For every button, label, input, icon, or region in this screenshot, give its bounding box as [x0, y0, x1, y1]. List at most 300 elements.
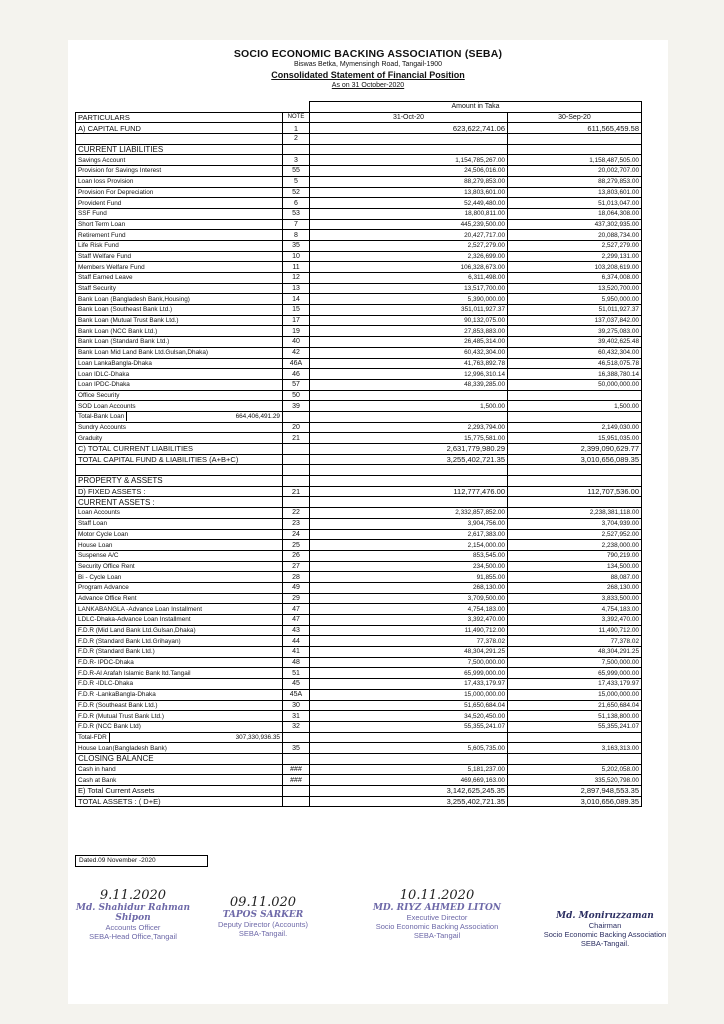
row-note: 44 [283, 636, 310, 647]
row-particular: Staff Welfare Fund [76, 251, 283, 262]
table-row [76, 176, 642, 187]
table-row [76, 711, 642, 722]
row-particular: TOTAL CAPITAL FUND & LIABILITIES (A+B+C) [76, 454, 283, 465]
row-note: 24 [283, 529, 310, 540]
row-particular: TOTAL ASSETS : ( D+E) [76, 796, 283, 807]
row-amount-current: 445,239,500.00 [310, 219, 508, 230]
row-note: 35 [283, 240, 310, 251]
row-amount-previous: 51,013,047.00 [508, 198, 642, 209]
row-amount-previous: 13,803,601.00 [508, 187, 642, 198]
row-particular: CURRENT LIABILITIES [76, 144, 283, 155]
table-row [76, 647, 642, 658]
row-particular: Cash at Bank [76, 775, 283, 786]
table-row [76, 369, 642, 380]
subtotal-label: Total-FDR [78, 733, 110, 742]
table-row [76, 230, 642, 241]
row-amount-previous: 2,527,279.00 [508, 240, 642, 251]
row-amount-previous: 39,275,083.00 [508, 326, 642, 337]
signature-date: 09.11.020 [229, 895, 297, 910]
row-amount-previous: 2,897,948,553.35 [508, 786, 642, 797]
row-note: 57 [283, 379, 310, 390]
table-row [76, 540, 642, 551]
row-amount-current: 2,154,000.00 [310, 540, 508, 551]
row-amount-current: 6,311,498.00 [310, 273, 508, 284]
row-amount-current: 351,011,927.37 [310, 305, 508, 316]
row-note: 55 [283, 166, 310, 177]
financial-position-table [75, 101, 642, 807]
row-particular: LANKABANGLA -Advance Loan Installment [76, 604, 283, 615]
signatory-org: Socio Economic Backing Association [543, 930, 667, 939]
row-particular: Security Office Rent [76, 561, 283, 572]
row-amount-previous: 335,520,798.00 [508, 775, 642, 786]
row-note: 21 [283, 486, 310, 497]
signatory-title: Accounts Officer [105, 923, 161, 932]
row-note: ### [283, 764, 310, 775]
row-amount-previous: 3,010,656,089.35 [508, 454, 642, 465]
row-amount-previous: 88,279,853.00 [508, 176, 642, 187]
row-amount-previous [508, 753, 642, 764]
table-row [76, 379, 642, 390]
row-note: 29 [283, 593, 310, 604]
row-particular: Bi - Cycle Loan [76, 572, 283, 583]
row-amount-current: 12,996,310.14 [310, 369, 508, 380]
table-row [76, 668, 642, 679]
row-note: 46 [283, 369, 310, 380]
table-row [76, 251, 642, 262]
row-amount-previous: 77,378.02 [508, 636, 642, 647]
row-amount-previous: 103,208,619.00 [508, 262, 642, 273]
table-row [76, 390, 642, 401]
row-particular: Loan IPDC-Dhaka [76, 379, 283, 390]
row-amount-current: 18,800,811.00 [310, 208, 508, 219]
row-amount-current [310, 753, 508, 764]
row-amount-current: 11,490,712.00 [310, 625, 508, 636]
table-row [76, 625, 642, 636]
row-amount-current: 2,293,794.00 [310, 422, 508, 433]
table-row [76, 615, 642, 626]
row-amount-previous: 611,565,459.58 [508, 123, 642, 134]
table-row [76, 582, 642, 593]
row-note: 23 [283, 518, 310, 529]
row-note: 11 [283, 262, 310, 273]
table-row [76, 326, 642, 337]
row-amount-previous: 51,011,927.37 [508, 305, 642, 316]
signature-date: 9.11.2020 [99, 888, 167, 903]
table-row [76, 518, 642, 529]
row-amount-current: 3,255,402,721.35 [310, 454, 508, 465]
row-note: 43 [283, 625, 310, 636]
dated-box: Dated.09 November -2020 [75, 855, 208, 867]
row-amount-previous [508, 476, 642, 487]
row-note: 13 [283, 283, 310, 294]
row-amount-current [310, 476, 508, 487]
row-amount-previous [508, 411, 642, 422]
row-note: 47 [283, 604, 310, 615]
row-amount-previous [508, 465, 642, 476]
row-amount-previous: 20,002,707.00 [508, 166, 642, 177]
table-row [76, 454, 642, 465]
row-amount-previous: 3,704,939.00 [508, 518, 642, 529]
row-particular [76, 732, 283, 743]
row-amount-current: 7,500,000.00 [310, 657, 508, 668]
table-row [76, 262, 642, 273]
row-amount-previous: 21,650,684.04 [508, 700, 642, 711]
row-amount-current: 1,154,785,267.00 [310, 155, 508, 166]
row-amount-current: 41,763,892.78 [310, 358, 508, 369]
table-row [76, 508, 642, 519]
row-particular: CLOSING BALANCE [76, 753, 283, 764]
row-amount-previous: 51,138,800.00 [508, 711, 642, 722]
row-amount-previous: 60,432,304.00 [508, 347, 642, 358]
table-row [76, 166, 642, 177]
org-name: SOCIO ECONOMIC BACKING ASSOCIATION (SEBA) [233, 48, 503, 60]
row-particular: F.D.R (Mid Land Bank Ltd.Gulsan,Dhaka) [76, 625, 283, 636]
row-note [283, 411, 310, 422]
row-amount-previous: 2,149,030.00 [508, 422, 642, 433]
row-particular: C) TOTAL CURRENT LIABILITIES [76, 444, 283, 455]
row-note: 47 [283, 615, 310, 626]
row-amount-current [310, 390, 508, 401]
row-amount-previous: 3,010,656,089.35 [508, 796, 642, 807]
row-note [283, 144, 310, 155]
row-note: 19 [283, 326, 310, 337]
row-particular: Loan Accounts [76, 508, 283, 519]
signatory-name: TAPOS SARKER [222, 910, 304, 920]
table-row [76, 305, 642, 316]
table-row [76, 273, 642, 284]
table-row [76, 476, 642, 487]
row-amount-current: 65,999,000.00 [310, 668, 508, 679]
row-amount-current: 24,506,016.00 [310, 166, 508, 177]
table-row [76, 529, 642, 540]
row-note: 10 [283, 251, 310, 262]
signature-2 [198, 895, 328, 938]
row-amount-previous: 5,202,058.00 [508, 764, 642, 775]
row-amount-previous: 11,490,712.00 [508, 625, 642, 636]
row-note [283, 796, 310, 807]
row-note: 3 [283, 155, 310, 166]
table-row [76, 636, 642, 647]
table-row [76, 657, 642, 668]
row-particular: House Loan(Bangladesh Bank) [76, 743, 283, 754]
row-amount-previous: 1,158,487,505.00 [508, 155, 642, 166]
subtotal-label: Total-Bank Loan [78, 412, 127, 421]
table-row [76, 775, 642, 786]
table-row [76, 155, 642, 166]
table-row [76, 358, 642, 369]
row-amount-current: 90,132,075.00 [310, 315, 508, 326]
row-amount-previous: 2,299,131.00 [508, 251, 642, 262]
row-note: 8 [283, 230, 310, 241]
row-amount-current: 60,432,304.00 [310, 347, 508, 358]
row-amount-current: 3,392,470.00 [310, 615, 508, 626]
row-particular: F.D.R- IPDC-Dhaka [76, 657, 283, 668]
row-note: 17 [283, 315, 310, 326]
table-row [76, 208, 642, 219]
row-note: 35 [283, 743, 310, 754]
row-note: 25 [283, 540, 310, 551]
row-amount-previous: 134,500.00 [508, 561, 642, 572]
row-amount-current: 2,332,857,852.00 [310, 508, 508, 519]
table-row [76, 743, 642, 754]
row-amount-previous [508, 497, 642, 508]
column-header-row [76, 112, 642, 123]
row-particular: Bank Loan (Mutual Trust Bank Ltd.) [76, 315, 283, 326]
row-note: 21 [283, 433, 310, 444]
row-amount-previous: 2,527,952.00 [508, 529, 642, 540]
row-note: 28 [283, 572, 310, 583]
table-row [76, 604, 642, 615]
row-note: 40 [283, 337, 310, 348]
signatory-name: Md. Moniruzzaman [556, 911, 654, 921]
row-particular: Staff Earned Leave [76, 273, 283, 284]
row-note [283, 753, 310, 764]
table-row [76, 187, 642, 198]
row-note [283, 444, 310, 455]
table-row [76, 198, 642, 209]
row-particular: Retirement Fund [76, 230, 283, 241]
row-amount-previous: 3,392,470.00 [508, 615, 642, 626]
row-particular [76, 134, 283, 145]
row-particular: Office Security [76, 390, 283, 401]
row-particular: F.D.R (Standard Bank Ltd.Grihayan) [76, 636, 283, 647]
row-amount-current: 106,328,673.00 [310, 262, 508, 273]
row-particular: SOD Loan Accounts [76, 401, 283, 412]
row-particular: LDLC-Dhaka-Advance Loan Installment [76, 615, 283, 626]
row-amount-current: 5,181,237.00 [310, 764, 508, 775]
row-amount-current: 55,355,241.07 [310, 721, 508, 732]
row-note: 32 [283, 721, 310, 732]
row-amount-previous: 20,088,734.00 [508, 230, 642, 241]
row-particular: Provident Fund [76, 198, 283, 209]
note-header: NOTE [283, 112, 310, 123]
row-particular: F.D.R (NCC Bank Ltd) [76, 721, 283, 732]
row-note: 51 [283, 668, 310, 679]
row-note: 41 [283, 647, 310, 658]
row-particular: Loan loss Provision [76, 176, 283, 187]
row-amount-current: 234,500.00 [310, 561, 508, 572]
signatory-title: Chairman [588, 921, 622, 930]
row-amount-previous: 2,238,381,118.00 [508, 508, 642, 519]
row-note: 26 [283, 550, 310, 561]
row-amount-previous: 137,037,842.00 [508, 315, 642, 326]
row-particular: Bank Loan (Bangladesh Bank,Housing) [76, 294, 283, 305]
row-amount-previous: 46,518,075.78 [508, 358, 642, 369]
row-particular: Bank Loan Mid Land Bank Ltd.Gulsan,Dhaka) [76, 347, 283, 358]
table-row [76, 283, 642, 294]
row-particular: Bank Loan (Standard Bank Ltd.) [76, 337, 283, 348]
row-amount-previous: 437,302,935.00 [508, 219, 642, 230]
row-amount-current: 3,142,625,245.35 [310, 786, 508, 797]
row-particular: Staff Security [76, 283, 283, 294]
row-note [283, 476, 310, 487]
statement-title: Consolidated Statement of Financial Position [271, 70, 465, 80]
row-amount-previous: 15,000,000.00 [508, 689, 642, 700]
row-note: 27 [283, 561, 310, 572]
row-amount-current [310, 465, 508, 476]
row-amount-current: 5,390,000.00 [310, 294, 508, 305]
row-particular: Short Term Loan [76, 219, 283, 230]
table-row [76, 486, 642, 497]
signatory-org: SEBA-Head Office,Tangail [89, 932, 177, 941]
row-particular: F.D.R (Mutual Trust Bank Ltd.) [76, 711, 283, 722]
row-note: ### [283, 775, 310, 786]
row-note: 42 [283, 347, 310, 358]
subtotal-value: 664,406,491.29 [235, 413, 280, 421]
table-row [76, 689, 642, 700]
row-particular: Bank Loan (Southeast Bank Ltd.) [76, 305, 283, 316]
table-row [76, 240, 642, 251]
row-note: 45 [283, 679, 310, 690]
row-note: 20 [283, 422, 310, 433]
row-note: 50 [283, 390, 310, 401]
row-note [283, 786, 310, 797]
row-note: 12 [283, 273, 310, 284]
row-amount-previous: 48,304,291.25 [508, 647, 642, 658]
row-note: 53 [283, 208, 310, 219]
row-amount-current: 48,339,285.00 [310, 379, 508, 390]
row-amount-current [310, 411, 508, 422]
table-row [76, 786, 642, 797]
row-amount-current: 623,622,741.06 [310, 123, 508, 134]
row-particular: Provision For Depreciation [76, 187, 283, 198]
row-particular: Motor Cycle Loan [76, 529, 283, 540]
row-note [283, 454, 310, 465]
table-row [76, 679, 642, 690]
row-particular: A) CAPITAL FUND [76, 123, 283, 134]
row-note: 1 [283, 123, 310, 134]
row-particular: Loan LankaBangla-Dhaka [76, 358, 283, 369]
row-amount-previous: 16,388,780.14 [508, 369, 642, 380]
signatory-org-line2: SEBA-Tangail [413, 931, 461, 940]
table-row [76, 411, 642, 422]
row-particular [76, 411, 283, 422]
row-amount-previous: 88,087.00 [508, 572, 642, 583]
table-row [76, 550, 642, 561]
row-amount-current: 88,279,853.00 [310, 176, 508, 187]
row-amount-current: 3,255,402,721.35 [310, 796, 508, 807]
row-note: 14 [283, 294, 310, 305]
row-note: 31 [283, 711, 310, 722]
row-amount-current: 77,378.02 [310, 636, 508, 647]
row-particular: Sundry Accounts [76, 422, 283, 433]
as-on-date: As on 31 October-2020 [331, 82, 405, 89]
row-amount-current: 91,855.00 [310, 572, 508, 583]
row-amount-previous: 39,402,625.48 [508, 337, 642, 348]
row-particular: D) FIXED ASSETS : [76, 486, 283, 497]
row-amount-current: 2,326,699.00 [310, 251, 508, 262]
row-amount-current: 2,631,779,980.29 [310, 444, 508, 455]
row-amount-current: 3,904,756.00 [310, 518, 508, 529]
row-amount-current: 3,709,500.00 [310, 593, 508, 604]
row-particular: CURRENT ASSETS : [76, 497, 283, 508]
signatory-title: Executive Director [406, 913, 468, 922]
row-particular: PROPERTY & ASSETS [76, 476, 283, 487]
table-row [76, 732, 642, 743]
row-amount-current: 17,433,179.97 [310, 679, 508, 690]
row-amount-previous: 112,707,536.00 [508, 486, 642, 497]
row-note [283, 465, 310, 476]
row-amount-current [310, 144, 508, 155]
row-amount-previous: 17,433,179.97 [508, 679, 642, 690]
signatory-title: Deputy Director (Accounts) [217, 920, 309, 929]
row-amount-current: 15,000,000.00 [310, 689, 508, 700]
row-note: 45A [283, 689, 310, 700]
row-particular: F.D.R -IDLC-Dhaka [76, 679, 283, 690]
row-particular: Provision for Savings Interest [76, 166, 283, 177]
row-amount-previous [508, 134, 642, 145]
row-amount-previous [508, 144, 642, 155]
table-row [76, 721, 642, 732]
row-amount-current: 1,500.00 [310, 401, 508, 412]
row-note: 15 [283, 305, 310, 316]
particulars-header: PARTICULARS [76, 112, 283, 123]
row-note [283, 732, 310, 743]
signatory-org-line2: SEBA-Tangail. [580, 939, 630, 948]
row-particular: Program Advance [76, 582, 283, 593]
row-particular: Bank Loan (NCC Bank Ltd.) [76, 326, 283, 337]
row-amount-previous [508, 732, 642, 743]
row-amount-current: 26,485,314.00 [310, 337, 508, 348]
table-row [76, 465, 642, 476]
table-row [76, 497, 642, 508]
row-particular: E) Total Current Assets [76, 786, 283, 797]
row-amount-current: 34,520,450.00 [310, 711, 508, 722]
table-row [76, 433, 642, 444]
org-address: Biswas Betka, Mymensingh Road, Tangail-1900 [293, 61, 443, 68]
row-note: 46A [283, 358, 310, 369]
date1-header: 31-Oct-20 [310, 112, 508, 123]
table-row [76, 315, 642, 326]
row-note: 2 [283, 134, 310, 145]
table-row [76, 444, 642, 455]
row-amount-current: 5,605,735.00 [310, 743, 508, 754]
signature-1 [58, 888, 208, 941]
row-note: 22 [283, 508, 310, 519]
row-amount-previous: 6,374,008.00 [508, 273, 642, 284]
row-amount-current [310, 732, 508, 743]
table-row [76, 700, 642, 711]
row-note: 52 [283, 187, 310, 198]
row-amount-current: 112,777,476.00 [310, 486, 508, 497]
row-amount-current: 853,545.00 [310, 550, 508, 561]
date2-header: 30-Sep-20 [508, 112, 642, 123]
row-particular: Members Welfare Fund [76, 262, 283, 273]
signature-4 [530, 893, 680, 948]
row-amount-current: 20,427,717.00 [310, 230, 508, 241]
table-row [76, 796, 642, 807]
row-particular: Suspense A/C [76, 550, 283, 561]
row-amount-previous: 50,000,000.00 [508, 379, 642, 390]
row-particular: Cash in hand [76, 764, 283, 775]
amount-in-taka: Amount in Taka [310, 102, 642, 113]
table-row [76, 593, 642, 604]
subtotal-value: 307,330,936.35 [235, 733, 280, 741]
row-particular: House Loan [76, 540, 283, 551]
row-particular: Graduity [76, 433, 283, 444]
row-particular [76, 465, 283, 476]
signature-date: 10.11.2020 [399, 888, 475, 903]
row-particular: Loan IDLC-Dhaka [76, 369, 283, 380]
row-particular: Savings Account [76, 155, 283, 166]
table-row [76, 572, 642, 583]
row-note: 30 [283, 700, 310, 711]
table-row [76, 764, 642, 775]
row-particular: F.D.R -LankaBangla-Dhaka [76, 689, 283, 700]
row-note: 48 [283, 657, 310, 668]
row-amount-previous: 2,238,000.00 [508, 540, 642, 551]
table-row [76, 294, 642, 305]
